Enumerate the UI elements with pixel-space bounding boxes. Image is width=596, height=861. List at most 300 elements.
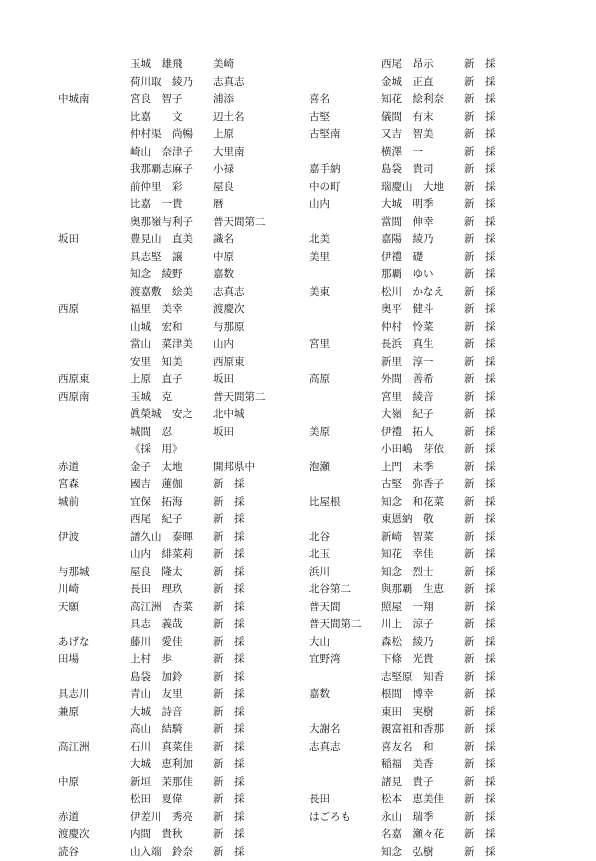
list-item xyxy=(309,809,549,827)
transfer-note: 新 採 xyxy=(213,826,245,844)
transfer-note: 新 採 xyxy=(464,424,496,442)
list-item xyxy=(58,126,298,144)
transfer-note: 新 採 xyxy=(213,756,245,774)
person-name: 福里 美幸 xyxy=(130,301,183,319)
school-name: 長田 xyxy=(309,791,330,809)
person-name: 上原 直子 xyxy=(130,371,183,389)
person-name: 稲福 美香 xyxy=(381,756,434,774)
list-item xyxy=(58,599,298,617)
list-item xyxy=(309,739,549,757)
list-item xyxy=(309,336,549,354)
list-item xyxy=(309,196,549,214)
person-name: 金子 太地 xyxy=(130,459,183,477)
person-name: 東田 実樹 xyxy=(381,704,434,722)
person-name: 山城 宏和 xyxy=(130,319,183,337)
person-name: 前仲里 彩 xyxy=(130,179,183,197)
transfer-note: 新 採 xyxy=(464,249,496,267)
school-name: 具志川 xyxy=(58,686,90,704)
list-item xyxy=(309,844,549,861)
transfer-note: 新 採 xyxy=(464,126,496,144)
school-name: 中の町 xyxy=(309,179,341,197)
person-name: 石川 真菜佳 xyxy=(130,739,193,757)
school-name: 宮森 xyxy=(58,476,79,494)
transfer-note: 新 採 xyxy=(464,564,496,582)
school-name: 赤道 xyxy=(58,459,79,477)
list-item xyxy=(58,704,298,722)
person-name: 新里 淳一 xyxy=(381,354,434,372)
school-name: 宜野湾 xyxy=(309,651,341,669)
right-column xyxy=(309,56,549,861)
list-item xyxy=(58,336,298,354)
list-item xyxy=(309,161,549,179)
list-item xyxy=(309,266,549,284)
list-item xyxy=(58,109,298,127)
person-name: 西尾 紀子 xyxy=(130,511,183,529)
school-name: 比屋根 xyxy=(309,494,341,512)
transfer-note: 浦添 xyxy=(213,91,234,109)
transfer-note: 新 採 xyxy=(464,266,496,284)
school-name: 山内 xyxy=(309,196,330,214)
school-name: 普天間 xyxy=(309,599,341,617)
school-name: 普天間第二 xyxy=(309,616,362,634)
transfer-note: 新 採 xyxy=(464,511,496,529)
transfer-note: 志真志 xyxy=(213,74,245,92)
transfer-note: 志真志 xyxy=(213,284,245,302)
transfer-note: 美崎 xyxy=(213,56,234,74)
list-item xyxy=(309,74,549,92)
person-name: 山内 緋菜莉 xyxy=(130,546,193,564)
list-item xyxy=(309,91,549,109)
school-name: 中原 xyxy=(58,774,79,792)
school-name: 渡慶次 xyxy=(58,826,90,844)
person-name: 伊禮 拓人 xyxy=(381,424,434,442)
transfer-note: 新 採 xyxy=(464,319,496,337)
list-item xyxy=(309,791,549,809)
person-name: 島袋 加鈴 xyxy=(130,669,183,687)
person-name: 長浜 真生 xyxy=(381,336,434,354)
person-name: 名嘉 瀬々花 xyxy=(381,826,444,844)
list-item xyxy=(58,739,298,757)
transfer-note: 普天間第二 xyxy=(213,214,266,232)
list-item xyxy=(309,826,549,844)
school-name: 喜名 xyxy=(309,91,330,109)
list-item xyxy=(58,791,298,809)
person-name: 松田 夏偉 xyxy=(130,791,183,809)
transfer-note: 新 採 xyxy=(464,546,496,564)
list-item xyxy=(58,231,298,249)
transfer-note: 大里南 xyxy=(213,144,245,162)
person-name: 仲村 怜菜 xyxy=(381,319,434,337)
list-item xyxy=(58,546,298,564)
person-name: 川上 涼子 xyxy=(381,616,434,634)
person-name: 永山 瑞季 xyxy=(381,809,434,827)
list-item xyxy=(309,511,549,529)
school-name: 古堅 xyxy=(309,109,330,127)
left-column xyxy=(58,56,298,861)
list-item xyxy=(309,459,549,477)
person-name: 宮里 綾音 xyxy=(381,389,434,407)
transfer-note: 開邦県中 xyxy=(213,459,255,477)
list-item xyxy=(58,371,298,389)
transfer-note: 上原 xyxy=(213,126,234,144)
transfer-note: 新 採 xyxy=(464,791,496,809)
person-name: 比嘉 一貴 xyxy=(130,196,183,214)
transfer-note: 新 採 xyxy=(464,389,496,407)
person-name: 我那覇志麻子 xyxy=(130,161,193,179)
person-name: 上門 未季 xyxy=(381,459,434,477)
transfer-note: 渡慶次 xyxy=(213,301,245,319)
list-item xyxy=(309,354,549,372)
transfer-note: 新 採 xyxy=(213,686,245,704)
person-name: 照屋 一翔 xyxy=(381,599,434,617)
transfer-note: 坂田 xyxy=(213,424,234,442)
list-item xyxy=(58,179,298,197)
person-name: 根間 博幸 xyxy=(381,686,434,704)
person-name: 古堅 弥香子 xyxy=(381,476,444,494)
person-name: 大城 恵利加 xyxy=(130,756,193,774)
person-name: 當山 菜津美 xyxy=(130,336,193,354)
transfer-note: 新 採 xyxy=(213,791,245,809)
transfer-note: 新 採 xyxy=(464,581,496,599)
person-name: 知念 弘樹 xyxy=(381,844,434,861)
transfer-note: 新 採 xyxy=(464,354,496,372)
transfer-note: 辺土名 xyxy=(213,109,245,127)
person-name: 森松 綾乃 xyxy=(381,634,434,652)
transfer-note: 新 採 xyxy=(213,529,245,547)
transfer-note: 新 採 xyxy=(464,371,496,389)
transfer-note: 北中城 xyxy=(213,406,245,424)
person-name: 大嶺 紀子 xyxy=(381,406,434,424)
list-item xyxy=(58,809,298,827)
transfer-note: 新 採 xyxy=(213,546,245,564)
school-name: 美里 xyxy=(309,249,330,267)
school-name: 中城南 xyxy=(58,91,90,109)
person-name: 《採 用》 xyxy=(130,441,183,459)
person-name: 城間 忍 xyxy=(130,424,172,442)
transfer-note: 新 採 xyxy=(464,91,496,109)
transfer-note: 新 採 xyxy=(464,809,496,827)
transfer-note: 普天間第二 xyxy=(213,389,266,407)
transfer-note: 識名 xyxy=(213,231,234,249)
person-name: 諸見 貴子 xyxy=(381,774,434,792)
transfer-note: 新 採 xyxy=(464,74,496,92)
list-item xyxy=(309,179,549,197)
transfer-note: 新 採 xyxy=(464,844,496,861)
school-name: 宮里 xyxy=(309,336,330,354)
list-item xyxy=(309,441,549,459)
person-name: 大城 明季 xyxy=(381,196,434,214)
school-name: 与那城 xyxy=(58,564,90,582)
list-item xyxy=(58,91,298,109)
person-name: 又吉 智美 xyxy=(381,126,434,144)
person-name: 東恩納 敬 xyxy=(381,511,434,529)
person-name: 山入端 鈴奈 xyxy=(130,844,193,861)
list-item xyxy=(309,721,549,739)
transfer-note: 新 採 xyxy=(464,336,496,354)
transfer-note: 山内 xyxy=(213,336,234,354)
transfer-note: 新 採 xyxy=(464,56,496,74)
transfer-note: 新 採 xyxy=(464,284,496,302)
transfer-note: 新 採 xyxy=(464,529,496,547)
list-item xyxy=(58,144,298,162)
list-item xyxy=(58,774,298,792)
person-name: 横澤 一 xyxy=(381,144,423,162)
person-name: 青山 友里 xyxy=(130,686,183,704)
transfer-note: 新 採 xyxy=(464,231,496,249)
person-name: 高山 結騎 xyxy=(130,721,183,739)
list-item xyxy=(58,634,298,652)
person-name: 渡嘉敷 絵美 xyxy=(130,284,193,302)
person-name: 宜保 拓海 xyxy=(130,494,183,512)
transfer-note: 新 採 xyxy=(464,161,496,179)
list-item xyxy=(58,459,298,477)
transfer-note: 新 採 xyxy=(464,179,496,197)
list-item xyxy=(58,249,298,267)
list-item xyxy=(58,511,298,529)
person-name: 外間 善希 xyxy=(381,371,434,389)
transfer-note: 与那原 xyxy=(213,319,245,337)
transfer-note: 坂田 xyxy=(213,371,234,389)
transfer-note: 新 採 xyxy=(464,616,496,634)
list-item xyxy=(309,319,549,337)
transfer-note: 新 採 xyxy=(464,739,496,757)
list-item xyxy=(309,686,549,704)
school-name: 西原南 xyxy=(58,389,90,407)
transfer-note: 新 採 xyxy=(213,721,245,739)
person-name: 具志堅 譲 xyxy=(130,249,183,267)
transfer-note: 新 採 xyxy=(464,476,496,494)
person-name: 瑞慶山 大地 xyxy=(381,179,444,197)
school-name: 田場 xyxy=(58,651,79,669)
transfer-note: 新 採 xyxy=(213,739,245,757)
school-name: 高江洲 xyxy=(58,739,90,757)
transfer-note: 新 採 xyxy=(213,651,245,669)
transfer-note: 西原東 xyxy=(213,354,245,372)
list-item xyxy=(58,214,298,232)
person-name: 伊差川 秀亮 xyxy=(130,809,193,827)
transfer-note: 新 採 xyxy=(464,651,496,669)
transfer-note: 新 採 xyxy=(464,196,496,214)
list-item xyxy=(309,494,549,512)
person-name: 喜友名 和 xyxy=(381,739,434,757)
transfer-note: 新 採 xyxy=(464,406,496,424)
person-name: 新崎 智菜 xyxy=(381,529,434,547)
person-name: 與那覇 生恵 xyxy=(381,581,444,599)
transfer-note: 新 採 xyxy=(464,441,496,459)
person-name: 伊禮 礎 xyxy=(381,249,423,267)
transfer-note: 屋良 xyxy=(213,179,234,197)
person-name: 仲村渠 尚暢 xyxy=(130,126,193,144)
list-item xyxy=(309,564,549,582)
list-item xyxy=(58,354,298,372)
person-name: 國吉 蓮伽 xyxy=(130,476,183,494)
list-item xyxy=(58,56,298,74)
person-name: 玉城 克 xyxy=(130,389,172,407)
transfer-note: 嘉数 xyxy=(213,266,234,284)
school-name: 美原 xyxy=(309,424,330,442)
person-name: 藤川 愛佳 xyxy=(130,634,183,652)
list-item xyxy=(309,476,549,494)
school-name: 浜川 xyxy=(309,564,330,582)
school-name: 城前 xyxy=(58,494,79,512)
person-name: 奥那嶺与利子 xyxy=(130,214,193,232)
school-name: 大山 xyxy=(309,634,330,652)
school-name: 西原 xyxy=(58,301,79,319)
list-item xyxy=(309,774,549,792)
school-name: 大謝名 xyxy=(309,721,341,739)
list-item xyxy=(309,109,549,127)
school-name: 美東 xyxy=(309,284,330,302)
transfer-note: 新 採 xyxy=(213,634,245,652)
school-name: 高原 xyxy=(309,371,330,389)
list-item xyxy=(58,826,298,844)
transfer-note: 新 採 xyxy=(464,669,496,687)
person-name: 知花 絵利奈 xyxy=(381,91,444,109)
list-item xyxy=(309,669,549,687)
transfer-note: 中原 xyxy=(213,249,234,267)
person-name: 儀間 有末 xyxy=(381,109,434,127)
list-item xyxy=(58,581,298,599)
list-item xyxy=(309,634,549,652)
list-item xyxy=(309,389,549,407)
list-item xyxy=(58,441,298,459)
person-name: 譜久山 泰暉 xyxy=(130,529,193,547)
list-item xyxy=(309,424,549,442)
transfer-note: 新 採 xyxy=(464,214,496,232)
list-item xyxy=(309,546,549,564)
person-name: 知念 綾野 xyxy=(130,266,183,284)
person-name: 新垣 茉那佳 xyxy=(130,774,193,792)
list-item xyxy=(58,476,298,494)
school-name: 読谷 xyxy=(58,844,79,861)
school-name: あげな xyxy=(58,634,90,652)
person-name: 小田嶋 芽依 xyxy=(381,441,444,459)
school-name: 古堅南 xyxy=(309,126,341,144)
school-name: 嘉手納 xyxy=(309,161,341,179)
person-name: 荷川取 綾乃 xyxy=(130,74,193,92)
person-name: 内間 貴秋 xyxy=(130,826,183,844)
person-name: 長田 理玖 xyxy=(130,581,183,599)
list-item xyxy=(309,231,549,249)
transfer-note: 新 採 xyxy=(464,109,496,127)
school-name: はごろも xyxy=(309,809,351,827)
person-name: 奥平 健斗 xyxy=(381,301,434,319)
list-item xyxy=(58,406,298,424)
school-name: 赤道 xyxy=(58,809,79,827)
person-name: 屋良 隆太 xyxy=(130,564,183,582)
school-name: 兼原 xyxy=(58,704,79,722)
transfer-note: 新 採 xyxy=(464,634,496,652)
transfer-note: 暦 xyxy=(213,196,224,214)
list-item xyxy=(309,756,549,774)
transfer-note: 新 採 xyxy=(213,704,245,722)
list-item xyxy=(58,424,298,442)
person-name: 宮良 智子 xyxy=(130,91,183,109)
school-name: 天願 xyxy=(58,599,79,617)
person-name: 高江洲 杏菜 xyxy=(130,599,193,617)
school-name: 北美 xyxy=(309,231,330,249)
school-name: 志真志 xyxy=(309,739,341,757)
transfer-note: 新 採 xyxy=(213,511,245,529)
list-item xyxy=(58,669,298,687)
transfer-note: 新 採 xyxy=(464,756,496,774)
school-name: 川崎 xyxy=(58,581,79,599)
transfer-note: 新 採 xyxy=(464,686,496,704)
list-item xyxy=(309,529,549,547)
school-name: 嘉数 xyxy=(309,686,330,704)
school-name: 北谷第二 xyxy=(309,581,351,599)
transfer-note: 新 採 xyxy=(213,669,245,687)
list-item xyxy=(58,844,298,861)
list-item xyxy=(58,564,298,582)
list-item xyxy=(58,266,298,284)
transfer-note: 新 採 xyxy=(213,809,245,827)
transfer-note: 新 採 xyxy=(213,564,245,582)
person-name: 眞榮城 安之 xyxy=(130,406,193,424)
person-name: 親富祖和香那 xyxy=(381,721,444,739)
list-item xyxy=(58,721,298,739)
transfer-note: 新 採 xyxy=(464,704,496,722)
person-name: 豊見山 直美 xyxy=(130,231,193,249)
person-name: 嘉陽 綾乃 xyxy=(381,231,434,249)
list-item xyxy=(309,406,549,424)
transfer-note: 新 採 xyxy=(213,494,245,512)
person-name: 松川 かなえ xyxy=(381,284,444,302)
school-name: 西原東 xyxy=(58,371,90,389)
list-item xyxy=(309,704,549,722)
person-name: 玉城 雄飛 xyxy=(130,56,183,74)
list-item xyxy=(309,126,549,144)
transfer-note: 新 採 xyxy=(464,301,496,319)
list-item xyxy=(58,529,298,547)
school-name: 北谷 xyxy=(309,529,330,547)
person-name: 金城 正直 xyxy=(381,74,434,92)
person-name: 當間 伸幸 xyxy=(381,214,434,232)
person-name: 志堅原 知香 xyxy=(381,669,444,687)
list-item xyxy=(309,616,549,634)
transfer-note: 新 採 xyxy=(464,721,496,739)
list-item xyxy=(309,581,549,599)
transfer-note: 新 採 xyxy=(213,476,245,494)
person-name: 知花 幸佳 xyxy=(381,546,434,564)
list-item xyxy=(309,301,549,319)
transfer-note: 新 採 xyxy=(464,459,496,477)
person-name: 大城 詩音 xyxy=(130,704,183,722)
list-item xyxy=(58,389,298,407)
transfer-note: 小禄 xyxy=(213,161,234,179)
transfer-note: 新 採 xyxy=(464,144,496,162)
list-item xyxy=(58,74,298,92)
list-item xyxy=(58,301,298,319)
list-item xyxy=(309,144,549,162)
list-item xyxy=(58,494,298,512)
list-item xyxy=(58,756,298,774)
person-name: 知念 烈士 xyxy=(381,564,434,582)
person-name: 下條 光貴 xyxy=(381,651,434,669)
school-name: 伊波 xyxy=(58,529,79,547)
list-item xyxy=(309,284,549,302)
person-name: 崎山 奈津子 xyxy=(130,144,193,162)
list-item xyxy=(58,161,298,179)
list-item xyxy=(309,651,549,669)
person-name: 島袋 貴司 xyxy=(381,161,434,179)
person-name: 上村 歩 xyxy=(130,651,172,669)
transfer-note: 新 採 xyxy=(213,581,245,599)
list-item xyxy=(58,686,298,704)
list-item xyxy=(58,616,298,634)
transfer-note: 新 採 xyxy=(213,616,245,634)
school-name: 北玉 xyxy=(309,546,330,564)
